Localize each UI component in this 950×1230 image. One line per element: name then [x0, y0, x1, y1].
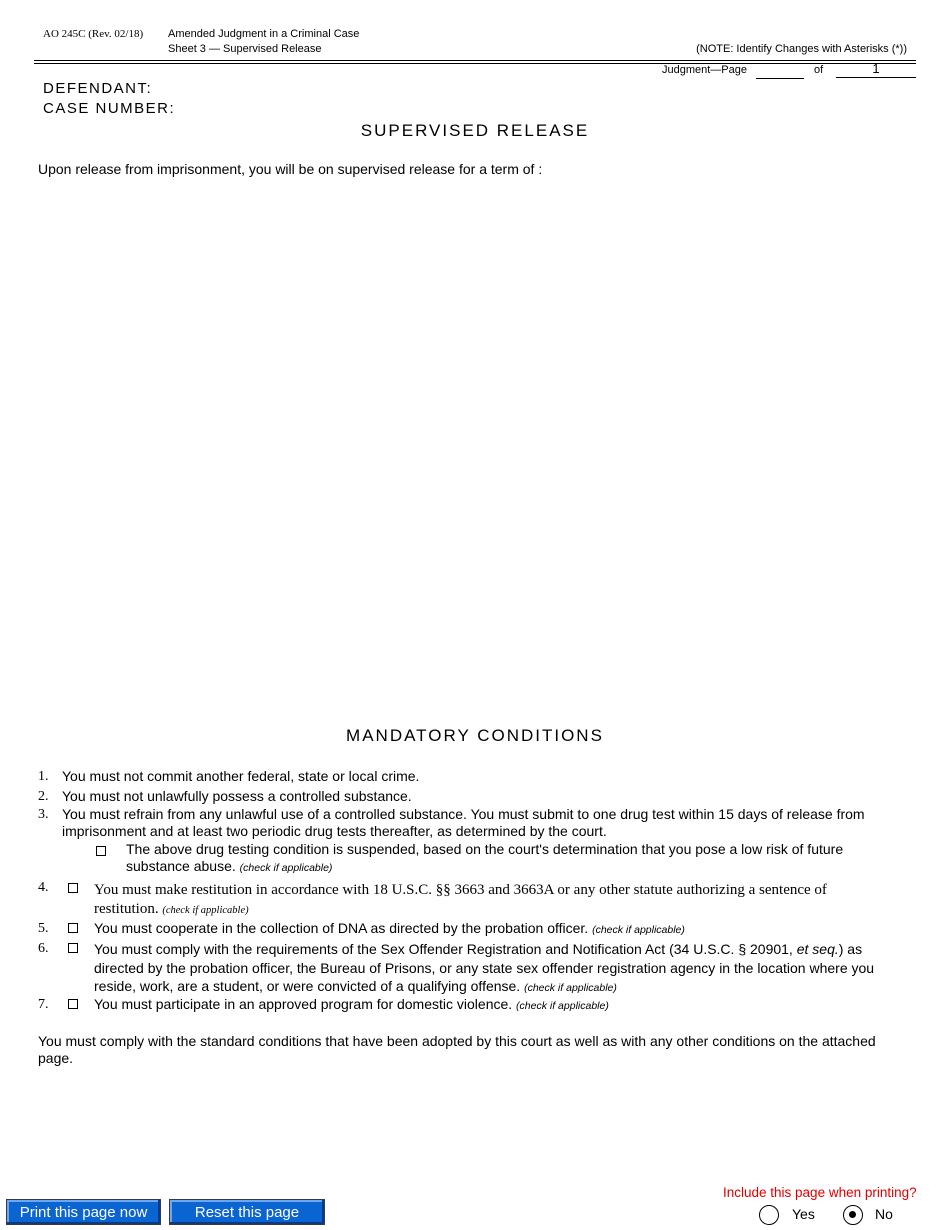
judgment-page-label: Judgment—Page: [662, 64, 747, 76]
header-rule-top: [34, 60, 916, 61]
print-page-button[interactable]: Print this page now: [6, 1199, 161, 1225]
condition-6-text: [94, 940, 894, 998]
condition-3a-body: The above drug testing condition is suspended, based on the court's determination that you pose a low risk of future substance abuse.: [126, 841, 844, 874]
condition-2-number: 2.: [38, 789, 49, 804]
condition-4-note: (check if applicable): [162, 905, 249, 916]
include-no-label: No: [875, 1206, 893, 1222]
condition-5-checkbox[interactable]: [68, 923, 78, 933]
condition-7-text: [94, 996, 609, 1015]
sheet-label: Sheet 3 — Supervised Release: [168, 43, 322, 55]
condition-7-body: You must participate in an approved program for domestic violence.: [94, 996, 513, 1012]
condition-6-note: (check if applicable): [524, 982, 617, 994]
condition-7-number: 7.: [38, 997, 49, 1012]
supervised-release-title: SUPERVISED RELEASE: [360, 121, 590, 140]
supervised-release-intro: Upon release from imprisonment, you will be on supervised release for a term of :: [38, 161, 543, 177]
header-rule-bottom: [34, 63, 916, 64]
condition-1-text: You must not commit another federal, state or local crime.: [62, 768, 420, 784]
condition-6-number: 6.: [38, 941, 49, 956]
condition-5-body: You must cooperate in the collection of DNA as directed by the probation officer.: [94, 920, 589, 936]
include-no-radio[interactable]: [843, 1205, 863, 1225]
condition-6-body-a: You must comply with the requirements of the Sex Offender Registration and Notification Act (34 U.S.C. § 20901,: [94, 941, 793, 957]
condition-2-text: You must not unlawfully possess a controlled substance.: [62, 788, 412, 804]
selected-dot-icon: [849, 1211, 856, 1218]
condition-6-et-seq: et seq.: [796, 941, 839, 957]
condition-3-number: 3.: [38, 807, 49, 822]
include-yes-radio[interactable]: [759, 1205, 779, 1225]
page-total-field[interactable]: 1: [836, 61, 916, 78]
condition-3a-text: [126, 841, 866, 877]
case-number-label: CASE NUMBER:: [43, 100, 176, 117]
of-label: of: [814, 64, 824, 76]
condition-3a-note: (check if applicable): [239, 862, 333, 874]
condition-4-body: You must make restitution in accordance with 18 U.S.C. §§ 3663 and 3663A or any other statute authorizing a sentence of restitution.: [94, 882, 827, 917]
condition-6-checkbox[interactable]: [68, 943, 78, 953]
include-yes-label: Yes: [792, 1206, 815, 1222]
condition-3-text: You must refrain from any unlawful use of a controlled substance. You must submit to one drug test within 15 days of release from imprisonment and at least two periodic drug tests thereafter, as determined by the court.: [62, 806, 865, 839]
supervised-release-term-field[interactable]: [38, 182, 916, 702]
form-code: AO 245C (Rev. 02/18): [43, 28, 144, 40]
condition-3a-checkbox[interactable]: [96, 846, 106, 856]
condition-4-number: 4.: [38, 880, 49, 895]
condition-5-note: (check if applicable): [592, 924, 685, 936]
form-title: Amended Judgment in a Criminal Case: [168, 28, 360, 40]
condition-7-note: (check if applicable): [516, 1000, 609, 1012]
mandatory-conditions-title: MANDATORY CONDITIONS: [346, 726, 604, 745]
condition-4-text: [94, 881, 884, 920]
include-page-prompt: Include this page when printing?: [723, 1185, 917, 1200]
defendant-label: DEFENDANT:: [43, 80, 153, 97]
condition-5-number: 5.: [38, 921, 49, 936]
standard-conditions-statement: You must comply with the standard conditions that have been adopted by this court as well as with any other conditions on the attached page.: [38, 1033, 876, 1066]
reset-page-button[interactable]: Reset this page: [169, 1199, 325, 1225]
condition-7-checkbox[interactable]: [68, 999, 78, 1009]
judgment-page-field[interactable]: [756, 66, 804, 79]
condition-1-number: 1.: [38, 769, 49, 784]
condition-6-body-b: ) as directed by the probation officer, the Bureau of Prisons, or any state sex offender registration agency in the location where you reside, work, are a student, or were convicted of a qualifying offense.: [94, 941, 875, 994]
asterisk-note: (NOTE: Identify Changes with Asterisks (*)): [696, 43, 907, 55]
condition-5-text: [94, 920, 685, 939]
condition-4-checkbox[interactable]: [68, 883, 78, 893]
